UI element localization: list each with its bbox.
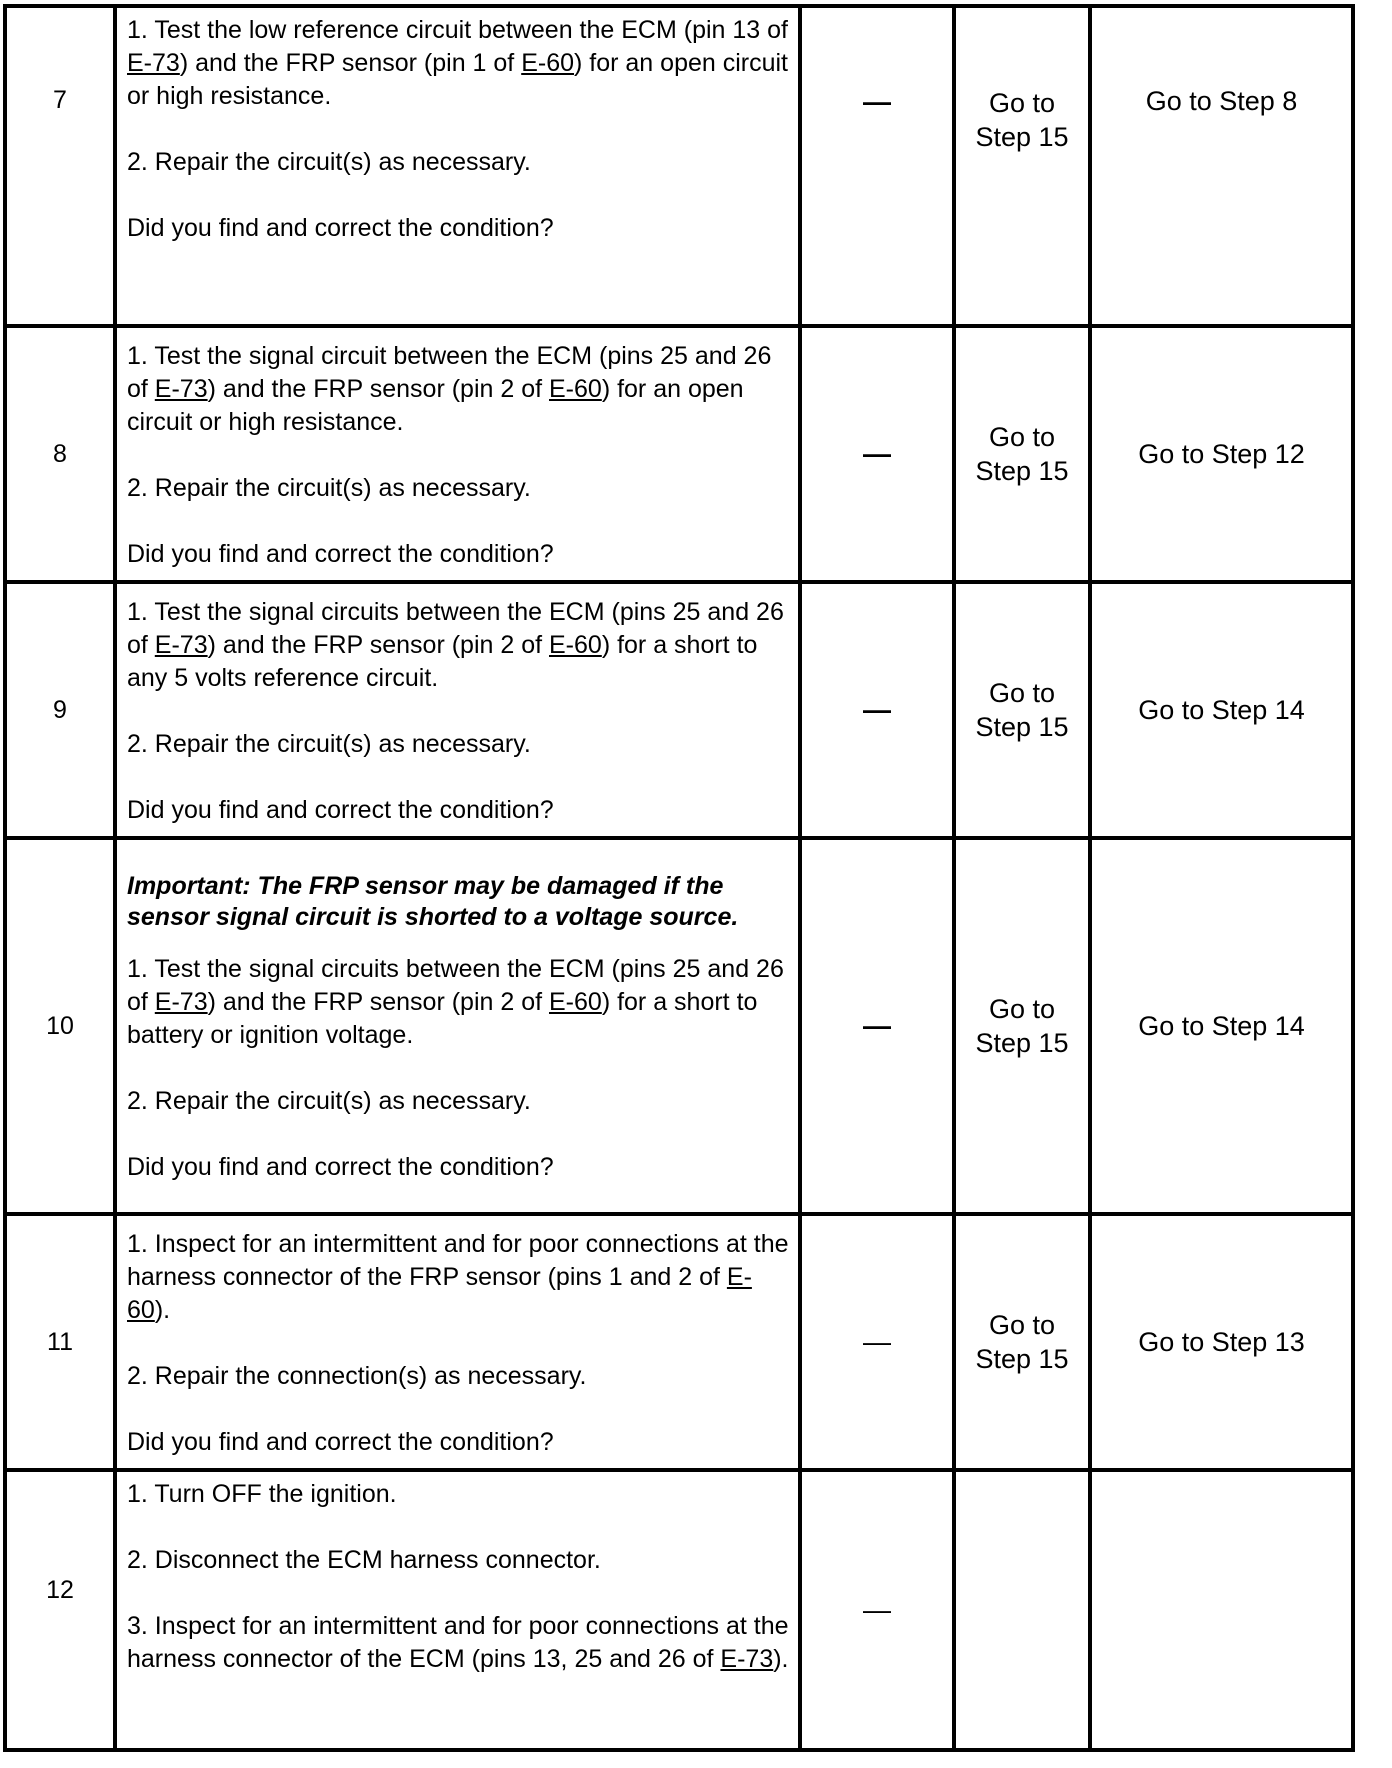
- yes-cell: [954, 838, 1090, 1214]
- action-cell: [115, 6, 800, 326]
- value-cell: [800, 1214, 954, 1470]
- no-cell: Go to Step 13: [1090, 1214, 1353, 1470]
- yes-line-1: Go to: [988, 994, 1056, 1024]
- no-cell: Go to Step 14: [1090, 838, 1353, 1214]
- value-cell: [800, 1470, 954, 1750]
- yes-cell: [954, 6, 1090, 326]
- table-row-step-9: [5, 582, 1353, 838]
- no-cell: Go to Step 12: [1090, 326, 1353, 582]
- question-text: Did you find and correct the condition?: [127, 1427, 554, 1456]
- no-cell: Go to Step 8: [1090, 6, 1353, 326]
- turn-off-instruction: 1. Turn OFF the ignition.: [127, 1480, 397, 1508]
- yes-cell: [954, 1214, 1090, 1470]
- action-cell: [115, 582, 800, 838]
- question-text: Did you find and correct the condition?: [127, 795, 554, 824]
- action-cell: [115, 1214, 800, 1470]
- step-number: 8: [5, 326, 115, 582]
- value-dash: —: [863, 1594, 891, 1625]
- test-instruction: 1. Test the signal circuits between the ECM (pins 25 and 26 of E-73) and the FRP sensor (pin 2 of E-60) for a short to battery or ignition voltage.: [127, 954, 784, 1049]
- yes-cell: [954, 326, 1090, 582]
- value-dash: —: [863, 694, 891, 725]
- question-text: Did you find and correct the condition?: [127, 214, 554, 242]
- connector-link-e73[interactable]: E-73: [127, 49, 180, 77]
- repair-instruction: 2. Repair the connection(s) as necessary.: [127, 1361, 587, 1390]
- repair-instruction: 2. Repair the circuit(s) as necessary.: [127, 1086, 531, 1115]
- connector-link-e73[interactable]: E-73: [154, 987, 208, 1016]
- value-cell: [800, 326, 954, 582]
- diagnostic-table: [3, 4, 1355, 1752]
- no-cell: Go to Step 14: [1090, 582, 1353, 838]
- test-instruction: 1. Test the low reference circuit between the ECM (pin 13 of E-73) and the FRP sensor (pin 1 of E-60) for an open circuit or high resistance.: [127, 16, 789, 110]
- table-row-step-7: [5, 6, 1353, 326]
- step-number: 9: [5, 582, 115, 838]
- yes-cell: [954, 1470, 1090, 1750]
- yes-line-2: Step 15: [975, 456, 1069, 486]
- yes-line-2: Step 15: [975, 712, 1069, 742]
- step-number: 11: [5, 1214, 115, 1470]
- step-number: 12: [5, 1470, 115, 1750]
- value-dash: —: [863, 438, 891, 469]
- yes-line-1: Go to: [988, 1310, 1056, 1340]
- question-text: Did you find and correct the condition?: [127, 1152, 554, 1181]
- repair-instruction: 2. Repair the circuit(s) as necessary.: [127, 148, 531, 176]
- connector-link-e73[interactable]: E-73: [720, 1645, 774, 1673]
- value-dash: —: [863, 1010, 891, 1041]
- test-instruction: 1. Test the signal circuit between the ECM (pins 25 and 26 of E-73) and the FRP sensor (pin 2 of E-60) for an open circuit or high resistance.: [127, 341, 772, 436]
- yes-line-1: Go to: [988, 422, 1056, 452]
- value-dash: —: [863, 1326, 891, 1357]
- connector-link-e60[interactable]: E-60: [127, 1262, 752, 1324]
- value-cell: [800, 838, 954, 1214]
- connector-link-e60[interactable]: E-60: [549, 630, 602, 659]
- question-text: Did you find and correct the condition?: [127, 539, 554, 568]
- connector-link-e60[interactable]: E-60: [549, 987, 602, 1016]
- connector-link-e73[interactable]: E-73: [154, 374, 208, 403]
- connector-link-e60[interactable]: E-60: [521, 49, 575, 77]
- step-number: 7: [5, 6, 115, 326]
- disconnect-instruction: 2. Disconnect the ECM harness connector.: [127, 1546, 601, 1574]
- connector-link-e73[interactable]: E-73: [154, 630, 208, 659]
- value-cell: [800, 6, 954, 326]
- yes-line-1: Go to: [988, 678, 1056, 708]
- value-dash: —: [863, 86, 891, 117]
- repair-instruction: 2. Repair the circuit(s) as necessary.: [127, 473, 531, 502]
- inspect-instruction: 1. Inspect for an intermittent and for poor connections at the harness connector of the FRP sensor (pins 1 and 2 of E-60).: [127, 1229, 789, 1324]
- no-cell: [1090, 1470, 1353, 1750]
- action-cell: [115, 1470, 800, 1750]
- yes-cell: [954, 582, 1090, 838]
- table-row-step-12: [5, 1470, 1353, 1750]
- table-row-step-10: [5, 838, 1353, 1214]
- action-cell: [115, 326, 800, 582]
- test-instruction: 1. Test the signal circuits between the ECM (pins 25 and 26 of E-73) and the FRP sensor (pin 2 of E-60) for a short to any 5 volts reference circuit.: [127, 597, 784, 692]
- repair-instruction: 2. Repair the circuit(s) as necessary.: [127, 729, 531, 758]
- important-note: Important: The FRP sensor may be damaged if the sensor signal circuit is shorted to a voltage source.: [127, 871, 739, 931]
- yes-line-2: Step 15: [975, 1344, 1069, 1374]
- table-row-step-8: [5, 326, 1353, 582]
- table-row-step-11: [5, 1214, 1353, 1470]
- action-cell: [115, 838, 800, 1214]
- step-number: 10: [5, 838, 115, 1214]
- inspect-instruction: 3. Inspect for an intermittent and for poor connections at the harness connector of the ECM (pins 13, 25 and 26 of E-73).: [127, 1612, 789, 1673]
- yes-line-2: Step 15: [975, 122, 1069, 152]
- yes-line-2: Step 15: [975, 1028, 1069, 1058]
- connector-link-e60[interactable]: E-60: [549, 374, 602, 403]
- yes-line-1: Go to: [988, 88, 1056, 118]
- value-cell: [800, 582, 954, 838]
